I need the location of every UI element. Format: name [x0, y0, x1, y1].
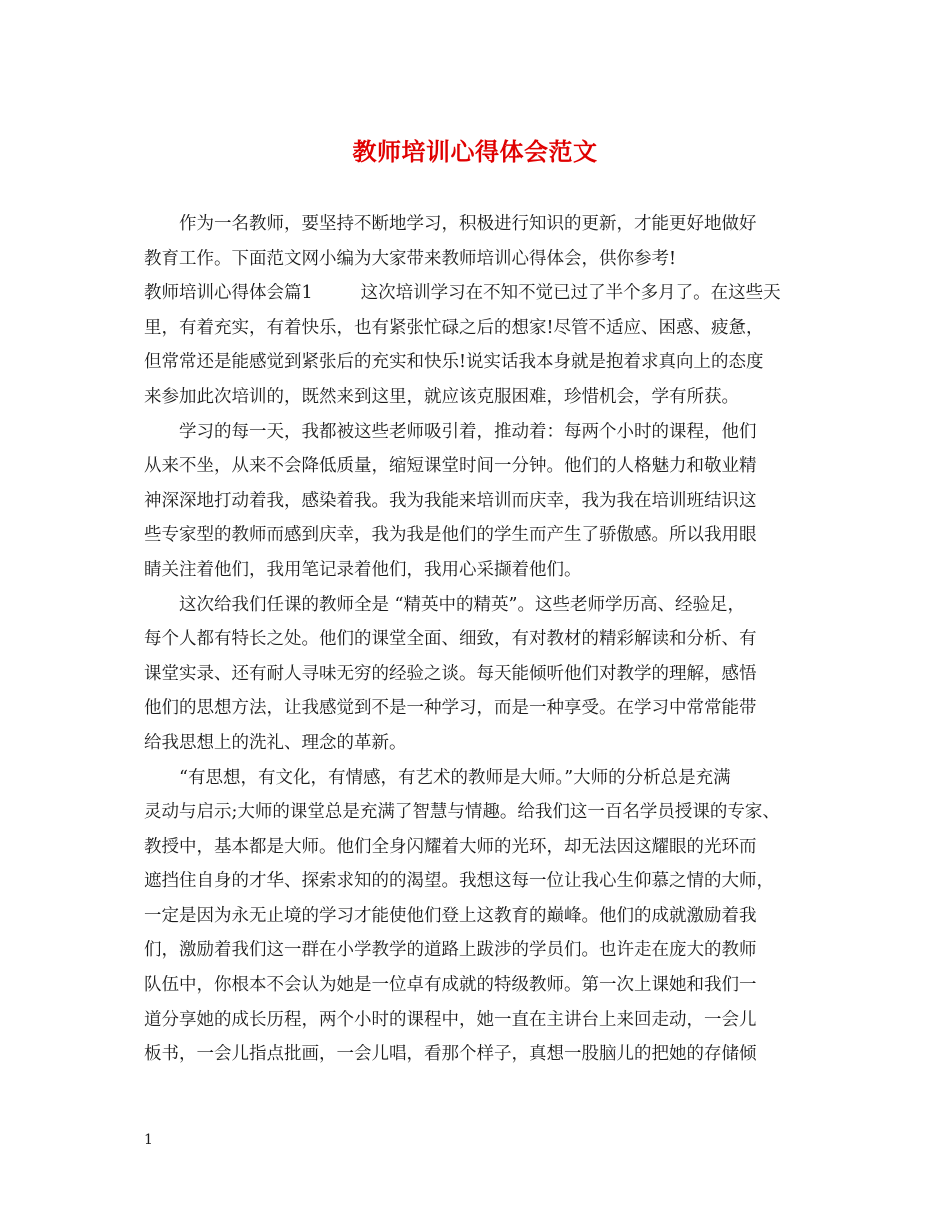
section-heading: 教师培训心得体会篇1 — [144, 283, 313, 304]
text-line: 他们的思想方法，让我感觉到不是一种学习，而是一种享受。在学习中常常能带 — [144, 698, 757, 719]
text-line: 从来不坐，从来不会降低质量，缩短课堂时间一分钟。他们的人格魅力和敬业精 — [144, 456, 757, 477]
text-line: 一定是因为永无止境的学习才能使他们登上这教育的巅峰。他们的成就激励着我 — [144, 905, 757, 926]
text-line: “有思想，有文化，有情感，有艺术的教师是大师。”大师的分析总是充满 — [179, 767, 731, 788]
text-line: 学习的每一天，我都被这些老师吸引着，推动着：每两个小时的课程，他们 — [179, 421, 757, 442]
text-line: 课堂实录、还有耐人寻味无穷的经验之谈。每天能倾听他们对教学的理解，感悟 — [144, 663, 757, 684]
text-line: 每个人都有特长之处。他们的课堂全面、细致，有对教材的精彩解读和分析、有 — [144, 629, 757, 650]
document-title: 教师培训心得体会范文 — [352, 137, 598, 166]
text-line: 板书，一会儿指点批画，一会儿唱，看那个样子，真想一股脑儿的把她的存储倾 — [144, 1044, 757, 1065]
text-line: 睛关注着他们，我用笔记录着他们，我用心采撷着他们。 — [144, 559, 582, 580]
text-line: 队伍中，你根本不会认为她是一位卓有成就的特级教师。第一次上课她和我们一 — [144, 975, 757, 996]
text-line: 神深深地打动着我，感染着我。我为我能来培训而庆幸，我为我在培训班结识这 — [144, 490, 757, 511]
text-line: 道分享她的成长历程，两个小时的课程中，她一直在主讲台上来回走动，一会儿 — [144, 1009, 757, 1030]
text-line: 教育工作。下面范文网小编为大家带来教师培训心得体会，供你参考! — [144, 248, 677, 269]
document-body — [144, 207, 824, 1072]
text-line: 遮挡住自身的才华、探索求知的的渴望。我想这每一位让我心生仰慕之情的大师， — [144, 871, 774, 892]
text-line: 里，有着充实，有着快乐，也有紧张忙碌之后的想家!尽管不适应、困惑、疲惫， — [144, 317, 764, 338]
text-line: 来参加此次培训的，既然来到这里，就应该克服困难，珍惜机会，学有所获。 — [144, 386, 739, 407]
text-line: 教授中，基本都是大师。他们全身闪耀着大师的光环，却无法因这耀眼的光环而 — [144, 836, 757, 857]
page-number: 1 — [144, 1132, 153, 1148]
text-line: 们，激励着我们这一群在小学教学的道路上跋涉的学员们。也许走在庞大的教师 — [144, 940, 757, 961]
text-line: 这次培训学习在不知不觉已过了半个多月了。在这些天 — [360, 283, 781, 304]
text-line: 给我思想上的洗礼、理念的革新。 — [144, 732, 407, 753]
text-line: 灵动与启示;大师的课堂总是充满了智慧与情趣。给我们这一百名学员授课的专家、 — [144, 802, 780, 823]
text-line: 但常常还是能感觉到紧张后的充实和快乐!说实话我本身就是抱着求真向上的态度 — [144, 352, 764, 373]
text-line: 作为一名教师，要坚持不断地学习，积极进行知识的更新，才能更好地做好 — [179, 214, 757, 234]
text-line-compound — [144, 276, 824, 311]
text-line: 这次给我们任课的教师全是 “精英中的精英”。这些老师学历高、经验足， — [179, 594, 745, 615]
text-line: 些专家型的教师而感到庆幸，我为我是他们的学生而产生了骄傲感。所以我用眼 — [144, 525, 757, 546]
